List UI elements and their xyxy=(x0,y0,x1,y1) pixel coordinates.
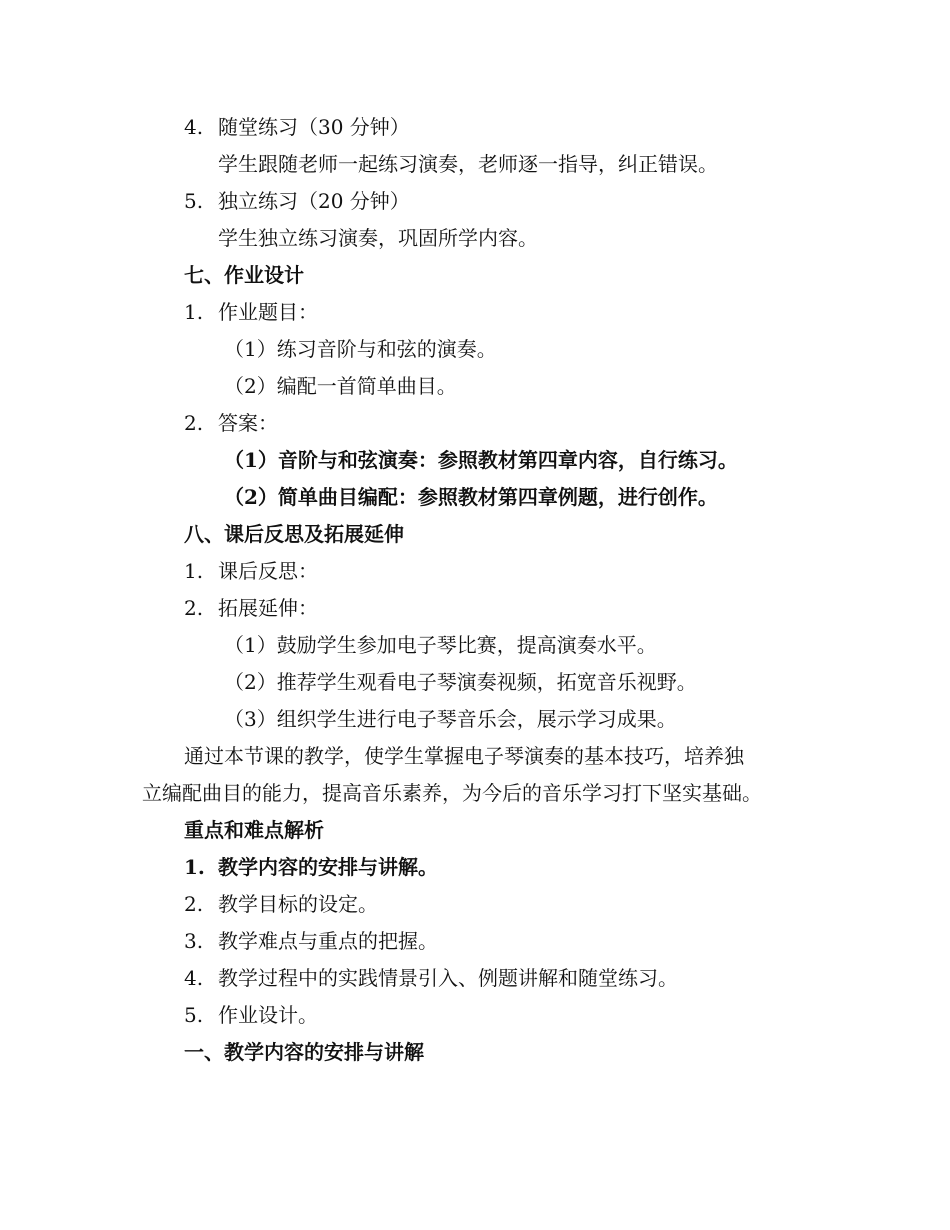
list-text: 独立练习（20 分钟） xyxy=(218,189,410,213)
sub-item: （1）练习音阶与和弦的演奏。 xyxy=(224,337,497,361)
list-number: 1. xyxy=(184,855,205,879)
list-number: 1. xyxy=(184,300,204,324)
section-heading: 八、课后反思及拓展延伸 xyxy=(184,522,404,546)
list-text: 教学过程中的实践情景引入、例题讲解和随堂练习。 xyxy=(218,966,678,990)
sub-item: （2）推荐学生观看电子琴演奏视频，拓宽音乐视野。 xyxy=(224,670,697,694)
list-text: 教学目标的设定。 xyxy=(218,892,378,916)
summary-paragraph-line: 立编配曲目的能力，提高音乐素养，为今后的音乐学习打下坚实基础。 xyxy=(142,781,762,805)
list-number: 2. xyxy=(184,411,204,435)
list-text: 课后反思： xyxy=(218,559,318,583)
list-item xyxy=(184,114,410,140)
list-number: 4. xyxy=(184,115,204,139)
list-item xyxy=(184,299,318,325)
list-item xyxy=(184,1002,318,1028)
sub-item: （2）编配一首简单曲目。 xyxy=(224,374,457,398)
list-item xyxy=(184,965,678,991)
paragraph: 学生独立练习演奏，巩固所学内容。 xyxy=(218,226,538,250)
list-item xyxy=(184,188,410,214)
list-text: 教学难点与重点的把握。 xyxy=(218,929,438,953)
list-text: 教学内容的安排与讲解。 xyxy=(218,855,438,879)
list-item xyxy=(184,854,438,880)
list-item xyxy=(184,558,318,584)
list-number: 2. xyxy=(184,596,204,620)
answer-item: （2）简单曲目编配：参照教材第四章例题，进行创作。 xyxy=(224,485,718,509)
answer-item: （1）音阶与和弦演奏：参照教材第四章内容，自行练习。 xyxy=(224,448,738,472)
list-text: 作业设计。 xyxy=(218,1003,318,1027)
list-item xyxy=(184,891,378,917)
list-item xyxy=(184,410,278,436)
list-number: 2. xyxy=(184,892,204,916)
summary-paragraph-line: 通过本节课的教学，使学生掌握电子琴演奏的基本技巧，培养独 xyxy=(184,744,744,768)
list-text: 答案： xyxy=(218,411,278,435)
sub-item: （1）鼓励学生参加电子琴比赛，提高演奏水平。 xyxy=(224,633,657,657)
list-text: 拓展延伸： xyxy=(218,596,318,620)
list-number: 1. xyxy=(184,559,204,583)
list-number: 5. xyxy=(184,1003,204,1027)
section-heading: 七、作业设计 xyxy=(184,263,304,287)
list-text: 作业题目： xyxy=(218,300,318,324)
list-number: 3. xyxy=(184,929,204,953)
section-heading: 重点和难点解析 xyxy=(184,818,324,842)
section-heading: 一、教学内容的安排与讲解 xyxy=(184,1040,424,1064)
paragraph: 学生跟随老师一起练习演奏，老师逐一指导，纠正错误。 xyxy=(218,152,718,176)
list-item xyxy=(184,928,438,954)
list-number: 5. xyxy=(184,189,204,213)
list-number: 4. xyxy=(184,966,204,990)
sub-item: （3）组织学生进行电子琴音乐会，展示学习成果。 xyxy=(224,707,677,731)
list-text: 随堂练习（30 分钟） xyxy=(218,115,410,139)
list-item xyxy=(184,595,318,621)
